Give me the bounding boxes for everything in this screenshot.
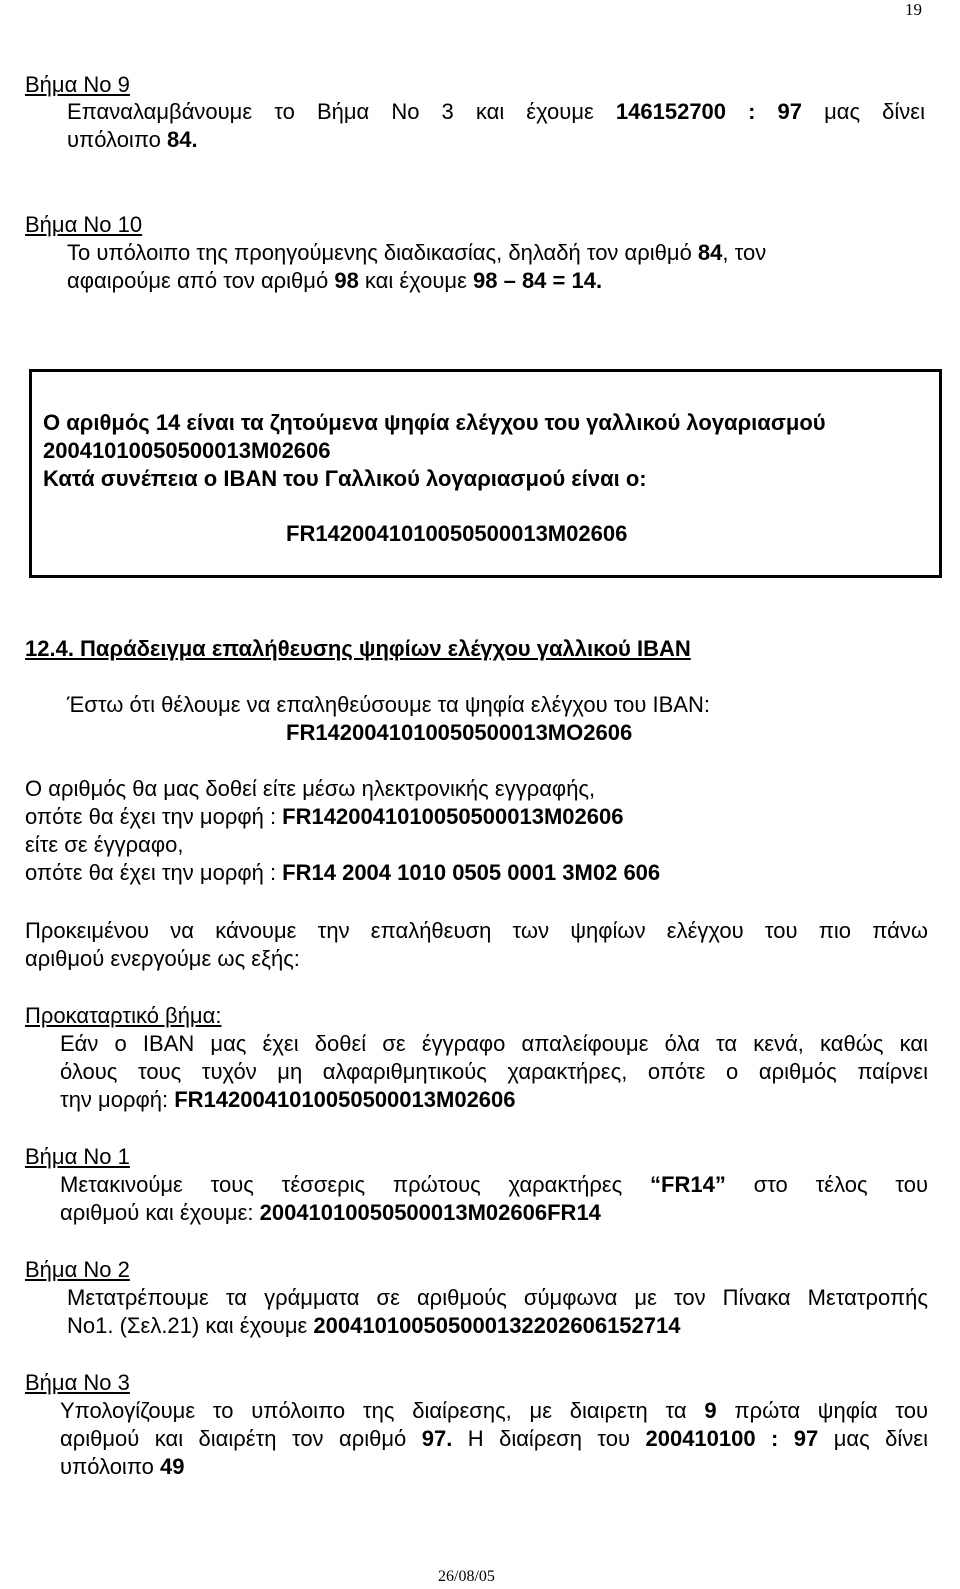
section-intro2: FR1420041010050500013MO2606 [286, 720, 633, 745]
box-line2: 20041010050500013M02606 [43, 438, 331, 463]
p1-line3: είτε σε έγγραφο, [25, 832, 184, 857]
box-line1: Ο αριθμός 14 είναι τα ζητούμενα ψηφία ελέγχου του γαλλικού λογαριασμού [43, 410, 826, 435]
step2-title: Βήμα Νο 2 [25, 1257, 130, 1282]
step2-line2: Νο1. (Σελ.21) και έχουμε 20041010050500013220260615271​4 [67, 1313, 681, 1338]
prelim-line2: όλους τους τυχόν μη αλφαριθμητικούς χαρακτήρες, οπότε ο αριθμός παίρνει [60, 1059, 928, 1084]
prelim-line3: την μορφή: FR1420041010050500013M02606 [60, 1087, 516, 1112]
box-line3: Κατά συνέπεια ο IBAN του Γαλλικού λογαριασμού είναι ο: [43, 466, 647, 491]
step10-title: Βήμα Νο 10 [25, 212, 143, 237]
footer-date: 26/08/05 [438, 1568, 495, 1585]
p1-line1: Ο αριθμός θα μας δοθεί είτε μέσω ηλεκτρονικής εγγραφής, [25, 776, 596, 801]
prelim-line1: Εάν ο IBAN μας έχει δοθεί σε έγγραφο απαλείφουμε όλα τα κενά, καθώς και [60, 1031, 928, 1056]
step9-line1: Επαναλαμβάνουμε το Βήμα Νο 3 και έχουμε 146152700 : 97 μας δίνει [67, 99, 925, 124]
section-heading: 12.4. Παράδειγμα επαλήθευσης ψηφίων ελέγχου γαλλικού IBAN [25, 636, 691, 661]
step1-line2: αριθμού και έχουμε: 20041010050500013M02606FR14 [60, 1200, 601, 1225]
p2-line1: Προκειμένου να κάνουμε την επαλήθευση των ψηφίων ελέγχου του πιο πάνω [25, 918, 928, 943]
step10-line1: Το υπόλοιπο της προηγούμενης διαδικασίας, δηλαδή τον αριθμό 84, τον [67, 240, 767, 265]
step9-title: Βήμα Νο 9 [25, 72, 130, 97]
step3-line1: Υπολογίζουμε το υπόλοιπο της διαίρεσης, με διαιρετη τα 9 πρώτα ψηφία του [60, 1398, 928, 1423]
step3-line2: αριθμού και διαιρέτη τον αριθμό 97. Η διαίρεση του 200410100 : 97 μας δίνει [60, 1426, 928, 1451]
p1-line4: οπότε θα έχει την μορφή : FR14 2004 1010 0505 0001 3M02 606 [25, 860, 661, 885]
step10-line2: αφαιρούμε από τον αριθμό 98 και έχουμε 98 – 84 = 14. [67, 268, 603, 293]
box-iban: FR1420041010050500013M02606 [286, 521, 628, 546]
p2-line2: αριθμού ενεργούμε ως εξής: [25, 946, 300, 971]
step3-line3: υπόλοιπο 49 [60, 1454, 185, 1479]
page-number: 19 [905, 0, 922, 19]
step9-line2: υπόλοιπο 84. [67, 127, 198, 152]
p1-line2: οπότε θα έχει την μορφή : FR1420041010050500013M02606 [25, 804, 624, 829]
step1-line1: Μετακινούμε τους τέσσερις πρώτους χαρακτήρες “FR14” στο τέλος του [60, 1172, 928, 1197]
prelim-title: Προκαταρτικό βήμα: [25, 1003, 222, 1028]
section-intro1: Έστω ότι θέλουμε να επαληθεύσουμε τα ψηφία ελέγχου του IBAN: [67, 692, 710, 717]
step1-title: Βήμα Νο 1 [25, 1144, 130, 1169]
step3-title: Βήμα Νο 3 [25, 1370, 130, 1395]
step2-line1: Μετατρέπουμε τα γράμματα σε αριθμούς σύμφωνα με τον Πίνακα Μετατροπής [67, 1285, 928, 1310]
